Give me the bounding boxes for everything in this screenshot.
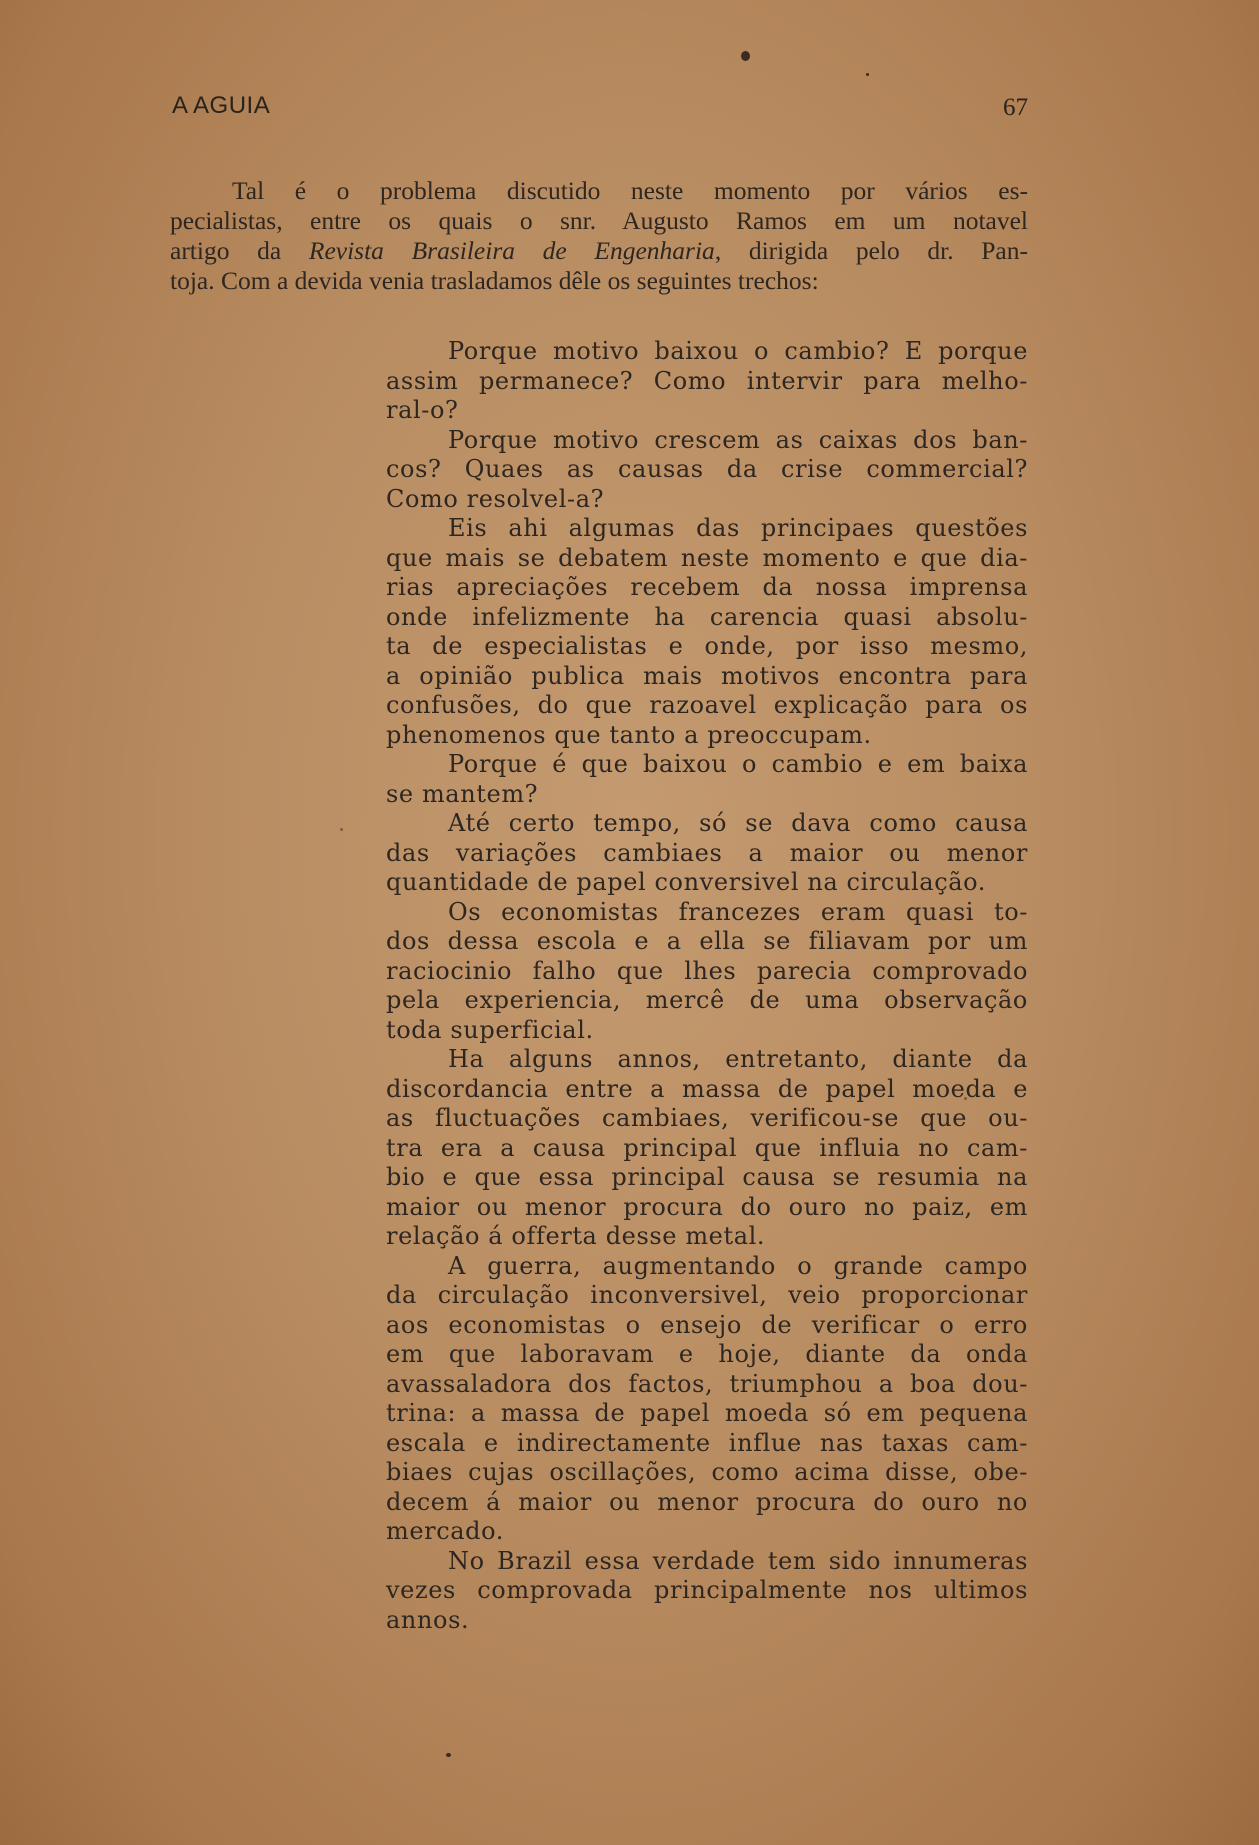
- quote-line: maior ou menor procura do ouro no paiz, em: [386, 1192, 1028, 1221]
- quote-line: biaes cujas oscillações, como acima disse, obe-: [386, 1458, 1028, 1486]
- quote-line: phenomenos que tanto a preoccupam.: [386, 720, 872, 749]
- quote-line: vezes comprovada principalmente nos ultimos: [386, 1576, 1028, 1604]
- quoted-excerpt: [386, 337, 1028, 1635]
- quote-line: em que laboravam e hoje, diante da onda: [386, 1340, 1028, 1368]
- quote-line: avassaladora dos factos, triumphou a boa dou-: [386, 1369, 1028, 1398]
- quote-line: ta de especialistas e onde, por isso mesmo,: [386, 632, 1028, 660]
- quote-line: ral-o?: [386, 396, 459, 424]
- quote-line: decem á maior ou menor procura do ouro no: [386, 1487, 1028, 1516]
- quote-line: da circulação inconversivel, veio proporcionar: [386, 1281, 1028, 1309]
- quote-line: as fluctuações cambiaes, verificou-se que ou-: [386, 1104, 1028, 1132]
- quote-line: se mantem?: [386, 779, 539, 808]
- intro-line: Tal é o problema discutido neste momento por vários es-: [232, 176, 1028, 205]
- page-number: 67: [1003, 94, 1028, 121]
- quote-line: discordancia entre a massa de papel moeda e: [386, 1074, 1028, 1103]
- quote-line: A guerra, augmentando o grande campo: [448, 1251, 1028, 1280]
- quote-line: Porque motivo crescem as caixas dos ban-: [448, 425, 1028, 454]
- ink-speck: [866, 73, 869, 76]
- quote-line: bio e que essa principal causa se resumia na: [386, 1163, 1028, 1191]
- quote-line: toda superficial.: [386, 1015, 594, 1044]
- quote-paragraph: [386, 750, 1028, 809]
- quote-line: confusões, do que razoavel explicação para os: [386, 691, 1028, 719]
- running-title: A AGUIA: [172, 92, 271, 119]
- quote-paragraph: [386, 337, 1028, 426]
- quote-line: pela experiencia, mercê de uma observação: [386, 986, 1028, 1014]
- ink-speck: [741, 51, 750, 61]
- quote-paragraph: [386, 898, 1028, 1046]
- intro-paragraph: [170, 176, 1028, 296]
- quote-line: cos? Quaes as causas da crise commercial?: [386, 455, 1028, 483]
- quote-line: onde infelizmente ha carencia quasi absolu-: [386, 602, 1028, 631]
- intro-line: artigo da Revista Brasileira de Engenharia, dirigida pelo dr. Pan-: [170, 236, 1028, 265]
- quote-line: aos economistas o ensejo de verificar o erro: [386, 1310, 1028, 1339]
- quote-paragraph: [386, 1252, 1028, 1547]
- quote-line: escala e indirectamente influe nas taxas cam-: [386, 1428, 1028, 1457]
- journal-title: Revista Brasileira de Engenharia: [308, 236, 715, 265]
- ink-speck: [446, 1753, 451, 1757]
- quote-line: mercado.: [386, 1517, 505, 1545]
- intro-line: pecialistas, entre os quais o snr. Augusto Ramos em um notavel: [170, 206, 1028, 235]
- intro-line: toja. Com a devida venia trasladamos dêle os seguintes trechos:: [170, 266, 819, 295]
- quote-line: a opinião publica mais motivos encontra para: [386, 661, 1028, 690]
- quote-line: Porque motivo baixou o cambio? E porque: [448, 337, 1028, 365]
- quote-line: Como resolvel-a?: [386, 484, 605, 513]
- quote-line: que mais se debatem neste momento e que dia-: [386, 543, 1028, 572]
- quote-paragraph: [386, 1045, 1028, 1252]
- quote-line: Eis ahi algumas das principaes questões: [448, 514, 1028, 542]
- quote-paragraph: [386, 1547, 1028, 1636]
- quote-line: Até certo tempo, só se dava como causa: [448, 809, 1028, 837]
- quote-line: Ha alguns annos, entretanto, diante da: [448, 1045, 1028, 1073]
- ink-speck: [340, 828, 343, 831]
- quote-line: dos dessa escola e a ella se filiavam por um: [386, 927, 1028, 955]
- quote-line: No Brazil essa verdade tem sido innumeras: [448, 1546, 1028, 1575]
- quote-line: quantidade de papel conversivel na circulação.: [386, 868, 987, 896]
- quote-line: das variações cambiaes a maior ou menor: [386, 838, 1028, 867]
- quote-paragraph: [386, 514, 1028, 750]
- quote-line: annos.: [386, 1605, 470, 1634]
- quote-line: trina: a massa de papel moeda só em pequena: [386, 1399, 1028, 1427]
- quote-line: Os economistas francezes eram quasi to-: [448, 897, 1028, 926]
- quote-line: tra era a causa principal que influia no cam-: [386, 1133, 1028, 1162]
- quote-line: raciocinio falho que lhes parecia comprovado: [386, 956, 1028, 985]
- quote-paragraph: [386, 426, 1028, 515]
- quote-paragraph: [386, 809, 1028, 898]
- quote-line: Porque é que baixou o cambio e em baixa: [448, 750, 1028, 778]
- quote-line: relação á offerta desse metal.: [386, 1222, 766, 1250]
- quote-line: rias apreciações recebem da nossa imprensa: [386, 573, 1028, 601]
- quote-line: assim permanece? Como intervir para melho-: [386, 366, 1028, 395]
